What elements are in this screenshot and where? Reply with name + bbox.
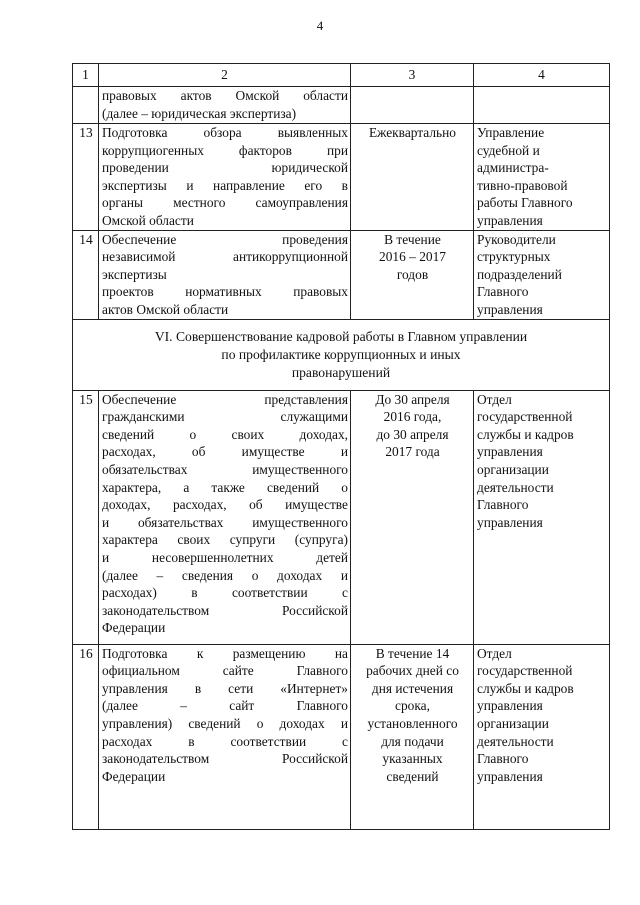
responsible-line: организации xyxy=(477,715,549,731)
responsible-line: управления xyxy=(477,768,543,784)
measure-line: характера, а также сведений о xyxy=(102,479,348,495)
measure-line: Омской области xyxy=(102,212,194,228)
measure-line: доходах, расходах, об имуществе xyxy=(102,497,348,513)
section-heading xyxy=(73,319,610,390)
section-heading-line: VI. Совершенствование кадровой работы в Главном управлении xyxy=(154,328,528,344)
measure-line: проектов нормативных правовых xyxy=(102,284,348,300)
measure-line: обязательствах имущественного xyxy=(102,461,348,477)
header-col-3: 3 xyxy=(351,64,474,87)
measure-cell xyxy=(99,390,351,644)
term-line: установленного xyxy=(367,715,458,731)
responsible-line: Отдел xyxy=(477,645,512,661)
section-heading-row xyxy=(73,319,610,390)
measure-line: расходах, об имуществе и xyxy=(102,444,348,460)
row-number: 13 xyxy=(73,124,99,231)
row-number: 15 xyxy=(73,390,99,644)
measures-table xyxy=(72,63,610,830)
table-row xyxy=(73,230,610,319)
responsible-line: тивно-правовой xyxy=(477,177,568,193)
header-col-4: 4 xyxy=(474,64,610,87)
responsible-line: управления xyxy=(477,514,543,530)
responsible-line: Отдел xyxy=(477,391,512,407)
term-line: дня истечения xyxy=(371,680,454,696)
responsible-line: судебной и xyxy=(477,142,540,158)
measure-line: Обеспечение представления xyxy=(102,391,348,407)
term-line: 2016 года, xyxy=(383,409,442,425)
measure-cell xyxy=(99,644,351,829)
responsible-line: работы Главного xyxy=(477,195,573,211)
term-cell: Ежеквартально xyxy=(351,124,474,231)
measure-line: независимой антикоррупционной xyxy=(102,249,348,265)
responsible-line: Главного xyxy=(477,284,529,300)
measure-cell xyxy=(99,124,351,231)
term-line: указанных xyxy=(382,751,443,767)
measure-line: и обязательствах имущественного xyxy=(102,514,348,530)
section-heading-line: правонарушений xyxy=(291,364,391,380)
responsible-line: управления xyxy=(477,444,543,460)
responsible-line: службы и кадров xyxy=(477,426,574,442)
responsible-line: администра- xyxy=(477,160,549,176)
measure-line: Федерации xyxy=(102,768,166,784)
table-row xyxy=(73,87,610,124)
measure-line: сведений о своих доходах, xyxy=(102,426,348,442)
measure-line: (далее – сайт Главного xyxy=(102,698,348,714)
term-cell xyxy=(351,644,474,829)
responsible-cell xyxy=(474,644,610,829)
term-line: 2016 – 2017 xyxy=(379,249,446,265)
header-col-1: 1 xyxy=(73,64,99,87)
responsible-line: организации xyxy=(477,461,549,477)
measure-line: (далее – юридическая экспертиза) xyxy=(102,105,297,121)
measure-cell xyxy=(99,230,351,319)
measure-line: управления) сведений о доходах и xyxy=(102,715,348,731)
responsible-line: Руководители xyxy=(477,231,556,247)
responsible-line: структурных xyxy=(477,249,551,265)
measure-line: актов Омской области xyxy=(102,301,229,317)
table-row xyxy=(73,390,610,644)
responsible-line: государственной xyxy=(477,663,573,679)
responsible-cell xyxy=(474,87,610,124)
section-heading-line: по профилактике коррупционных и иных xyxy=(221,346,461,362)
responsible-line: деятельности xyxy=(477,479,554,495)
header-col-2: 2 xyxy=(99,64,351,87)
table-row xyxy=(73,124,610,231)
measure-line: (далее – сведения о доходах и xyxy=(102,567,348,583)
measure-line: коррупциогенных факторов при xyxy=(102,142,348,158)
term-cell xyxy=(351,390,474,644)
term-line: До 30 апреля xyxy=(375,391,450,407)
term-line: В течение xyxy=(384,231,441,247)
measure-line: Подготовка обзора выявленных xyxy=(102,125,348,140)
term-line: до 30 апреля xyxy=(376,426,449,442)
measure-cell xyxy=(99,87,351,124)
measure-line: органы местного самоуправления xyxy=(102,195,348,211)
row-number: 14 xyxy=(73,230,99,319)
measure-line: законодательством Российской xyxy=(102,602,348,618)
term-line: рабочих дней со xyxy=(366,663,459,679)
responsible-line: управления xyxy=(477,301,543,317)
term-line: годов xyxy=(396,266,429,282)
term-line: сведений xyxy=(386,768,439,784)
measure-line: экспертизы xyxy=(102,266,167,282)
measure-line: Подготовка к размещению на xyxy=(102,645,348,661)
measure-line: расходах) в соответствии с xyxy=(102,585,348,601)
responsible-line: деятельности xyxy=(477,733,554,749)
row-number: 16 xyxy=(73,644,99,829)
measure-line: гражданскими служащими xyxy=(102,409,348,425)
term-cell xyxy=(351,230,474,319)
measure-line: официальном сайте Главного xyxy=(102,663,348,679)
responsible-line: Главного xyxy=(477,751,529,767)
table-header-row xyxy=(73,64,610,87)
measure-line: характера своих супруги (супруга) xyxy=(102,532,348,548)
measure-line: законодательством Российской xyxy=(102,751,348,767)
responsible-cell xyxy=(474,124,610,231)
responsible-line: службы и кадров xyxy=(477,680,574,696)
measure-line: и несовершеннолетних детей xyxy=(102,549,348,565)
measure-line: Федерации xyxy=(102,620,166,636)
responsible-line: Главного xyxy=(477,497,529,513)
term-line: для подачи xyxy=(381,733,444,749)
responsible-line: управления xyxy=(477,698,543,714)
responsible-line: подразделений xyxy=(477,266,562,282)
measure-line: правовых актов Омской области xyxy=(102,88,348,103)
measure-line: Обеспечение проведения xyxy=(102,231,348,247)
term-line: В течение 14 xyxy=(375,645,450,661)
measure-line: управления в сети «Интернет» xyxy=(102,680,348,696)
responsible-line: государственной xyxy=(477,409,573,425)
responsible-line: управления xyxy=(477,212,543,228)
responsible-line: Управление xyxy=(477,125,545,140)
term-cell xyxy=(351,87,474,124)
page-number: 4 xyxy=(316,18,324,33)
responsible-cell xyxy=(474,230,610,319)
row-number xyxy=(73,87,99,124)
measure-line: расходах в соответствии с xyxy=(102,733,348,749)
measure-line: проведении юридической xyxy=(102,160,348,176)
term-line: срока, xyxy=(395,698,430,714)
responsible-cell xyxy=(474,390,610,644)
table-row xyxy=(73,644,610,829)
term-line: 2017 года xyxy=(385,444,440,460)
measure-line: экспертизы и направление его в xyxy=(102,177,348,193)
